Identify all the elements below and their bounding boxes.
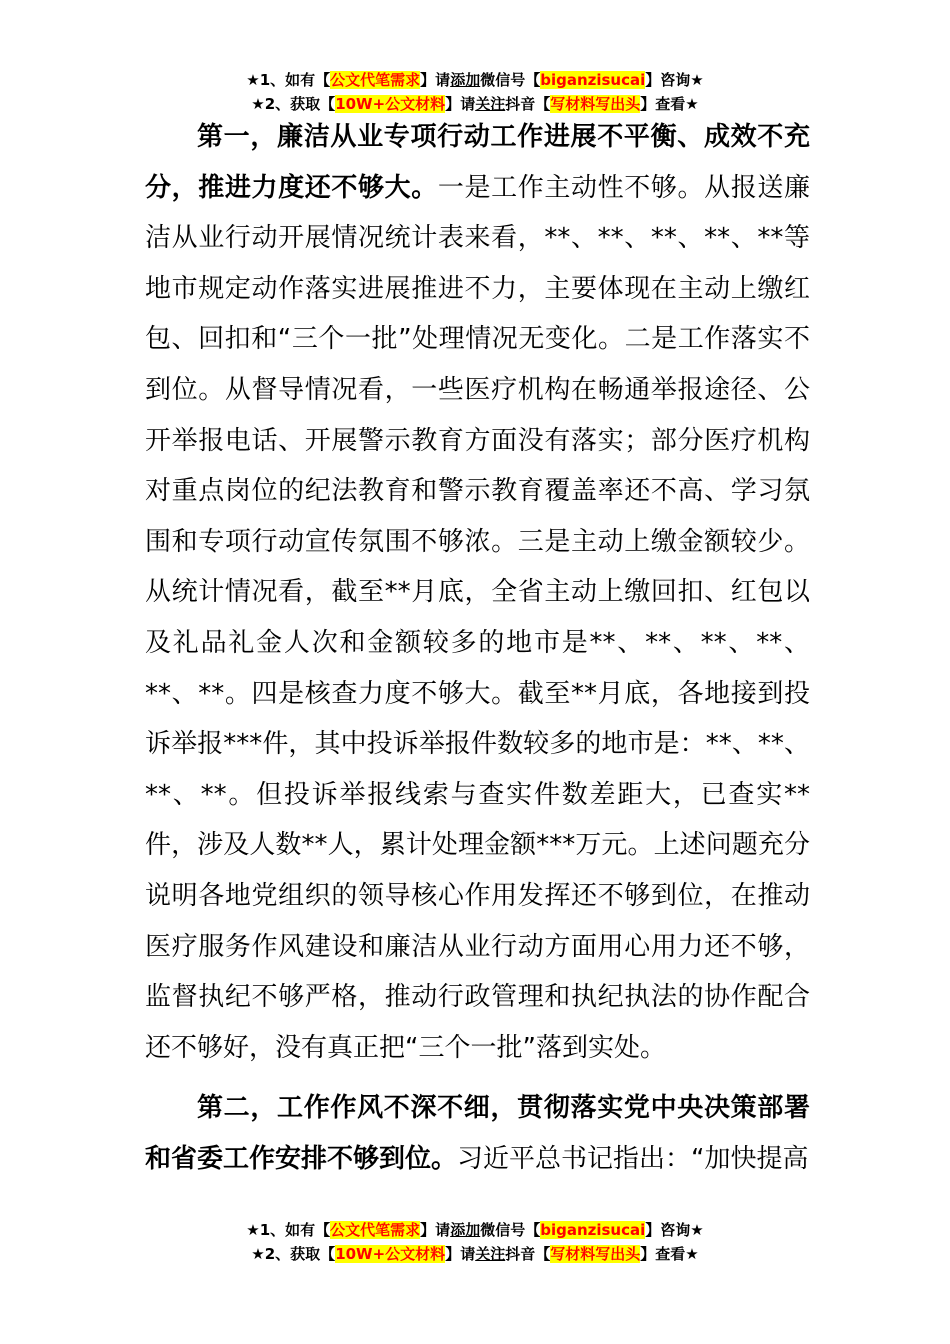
banner-highlight: 10W+公文材料 [335, 1245, 446, 1263]
banner-underline: 添加 [450, 1221, 481, 1239]
banner-line-1 [0, 68, 950, 92]
banner-text: 】查看★ [640, 95, 699, 113]
banner-highlight: 写材料写出头 [550, 95, 641, 113]
banner-text: ★2、获取【 [251, 95, 336, 113]
banner-underline: 关注 [475, 1245, 506, 1263]
paragraph-heading: 第一，廉洁从业专项行动工作进展不平衡、成效不充分，推进力度还不够大。 [145, 122, 810, 203]
banner-text: 抖音【 [505, 95, 551, 113]
banner-underline: 添加 [450, 71, 481, 89]
banner-highlight: 10W+公文材料 [335, 95, 446, 113]
banner-text: ★1、如有【 [246, 71, 331, 89]
paragraph-text: 习近平总书记指出：“加快提高 [457, 1143, 809, 1174]
banner-highlight: 公文代笔需求 [330, 1221, 421, 1239]
paragraph-heading: 第二，工作作风不深不细，贯彻落实党中央决策部署和省委工作安排不够到位。 [145, 1093, 810, 1174]
banner-highlight: biganzisucai [540, 1221, 646, 1239]
banner-underline: 关注 [475, 95, 506, 113]
document-body [145, 112, 810, 1184]
header-banner [0, 68, 950, 116]
banner-text: 】请 [420, 1221, 451, 1239]
paragraph-2 [145, 1083, 810, 1184]
banner-highlight: 写材料写出头 [550, 1245, 641, 1263]
banner-line-1 [0, 1218, 950, 1242]
banner-text: 微信号【 [480, 71, 541, 89]
paragraph-1 [145, 112, 810, 1073]
banner-text: 】请 [445, 95, 476, 113]
footer-banner [0, 1218, 950, 1266]
banner-highlight: biganzisucai [540, 71, 646, 89]
paragraph-text: 一是工作主动性不够。从报送廉洁从业行动开展情况统计表来看，**、**、**、**、**等地市规定动作落实进展推进不力，主要体现在主动上缴红包、回扣和“三个一批”处理情况无变化。二是工作落实不到位。从督导情况看，一些医疗机构在畅通举报途径、公开举报电话、开展警示教育方面没有落实；部分医疗机构对重点岗位的纪法教育和警示教育覆盖率还不高、学习氛围和专项行动宣传氛围不够浓。三是主动上缴金额较少。从统计情况看，截至**月底，全省主动上缴回扣、红包以及礼品礼金人次和金额较多的地市是**、**、**、**、**、**。四是核查力度不够大。截至**月底，各地接到投诉举报***件，其中投诉举报件数较多的地市是：**、**、**、**。但投诉举报线索与查实件数差距大，已查实**件，涉及人数**人，累计处理金额***万元。上述问题充分说明各地党组织的领导核心作用发挥还不够到位，在推动医疗服务作风建设和廉洁从业行动方面用心用力还不够，监督执纪不够严格，推动行政管理和执纪执法的协作配合还不够好，没有真正把“三个一批”落到实处。 [145, 172, 810, 1063]
banner-text: ★2、获取【 [251, 1245, 336, 1263]
banner-text: 】请 [445, 1245, 476, 1263]
banner-text: 微信号【 [480, 1221, 541, 1239]
banner-text: 】查看★ [640, 1245, 699, 1263]
banner-text: 】请 [420, 71, 451, 89]
banner-text: ★1、如有【 [246, 1221, 331, 1239]
banner-line-2 [0, 1242, 950, 1266]
banner-text: 】咨询★ [645, 1221, 704, 1239]
banner-text: 】咨询★ [645, 71, 704, 89]
banner-highlight: 公文代笔需求 [330, 71, 421, 89]
banner-text: 抖音【 [505, 1245, 551, 1263]
